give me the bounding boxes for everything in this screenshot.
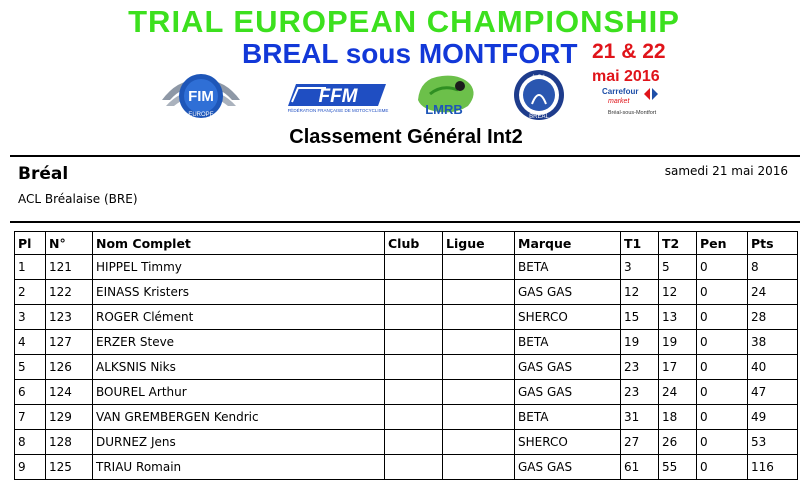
cell-pen: 0 (697, 255, 748, 280)
cell-ligue (443, 330, 515, 355)
cell-club (385, 455, 443, 480)
venue-title: BREAL sous MONTFORT (242, 38, 578, 69)
col-marque: Marque (515, 232, 621, 255)
sponsor-logos (0, 66, 800, 122)
event-month-year: mai 2016 (592, 68, 660, 85)
table-row (15, 305, 798, 330)
cell-t1: 15 (621, 305, 659, 330)
cell-marque: BETA (515, 330, 621, 355)
svg-text:EUROPE: EUROPE (188, 112, 214, 118)
cell-t1: 61 (621, 455, 659, 480)
event-date: samedi 21 mai 2016 (664, 164, 788, 178)
cell-place: 1 (15, 255, 46, 280)
cell-club (385, 305, 443, 330)
cell-name: HIPPEL Timmy (93, 255, 385, 280)
cell-pts: 47 (748, 380, 798, 405)
cell-number: 128 (46, 430, 93, 455)
cell-number: 122 (46, 280, 93, 305)
table-divider (10, 221, 800, 223)
cell-club (385, 330, 443, 355)
cell-number: 124 (46, 380, 93, 405)
cell-t2: 24 (659, 380, 697, 405)
cell-pts: 40 (748, 355, 798, 380)
acl-breal-logo-icon (512, 68, 566, 122)
cell-place: 4 (15, 330, 46, 355)
cell-club (385, 280, 443, 305)
cell-marque: BETA (515, 405, 621, 430)
cell-pts: 24 (748, 280, 798, 305)
cell-name: EINASS Kristers (93, 280, 385, 305)
cell-pts: 38 (748, 330, 798, 355)
col-number: N° (46, 232, 93, 255)
cell-marque: SHERCO (515, 305, 621, 330)
cell-ligue (443, 380, 515, 405)
cell-place: 2 (15, 280, 46, 305)
cell-t2: 17 (659, 355, 697, 380)
cell-place: 9 (15, 455, 46, 480)
cell-club (385, 355, 443, 380)
cell-number: 127 (46, 330, 93, 355)
cell-marque: SHERCO (515, 430, 621, 455)
table-row (15, 455, 798, 480)
cell-pen: 0 (697, 305, 748, 330)
cell-name: VAN GREMBERGEN Kendric (93, 405, 385, 430)
top-divider (10, 155, 800, 157)
table-row (15, 280, 798, 305)
cell-pts: 49 (748, 405, 798, 430)
cell-club (385, 255, 443, 280)
cell-t1: 23 (621, 355, 659, 380)
cell-place: 7 (15, 405, 46, 430)
cell-marque: GAS GAS (515, 280, 621, 305)
table-row (15, 430, 798, 455)
table-row (15, 405, 798, 430)
cell-name: BOUREL Arthur (93, 380, 385, 405)
cell-club (385, 405, 443, 430)
cell-pts: 8 (748, 255, 798, 280)
organizing-club: ACL Bréalaise (BRE) (18, 192, 138, 206)
svg-text:Bréal-sous-Montfort: Bréal-sous-Montfort (607, 110, 657, 116)
cell-name: ROGER Clément (93, 305, 385, 330)
cell-name: DURNEZ Jens (93, 430, 385, 455)
cell-place: 5 (15, 355, 46, 380)
cell-t2: 18 (659, 405, 697, 430)
cell-number: 129 (46, 405, 93, 430)
cell-number: 125 (46, 455, 93, 480)
cell-ligue (443, 280, 515, 305)
cell-name: ERZER Steve (93, 330, 385, 355)
table-row (15, 330, 798, 355)
cell-pen: 0 (697, 280, 748, 305)
svg-text:A.C.L: A.C.L (531, 75, 547, 81)
results-table (14, 231, 798, 480)
cell-club (385, 380, 443, 405)
cell-club (385, 430, 443, 455)
cell-number: 123 (46, 305, 93, 330)
cell-ligue (443, 430, 515, 455)
cell-t2: 5 (659, 255, 697, 280)
cell-ligue (443, 305, 515, 330)
cell-pen: 0 (697, 355, 748, 380)
cell-ligue (443, 255, 515, 280)
cell-ligue (443, 405, 515, 430)
cell-place: 8 (15, 430, 46, 455)
cell-pen: 0 (697, 330, 748, 355)
cell-marque: GAS GAS (515, 455, 621, 480)
cell-place: 6 (15, 380, 46, 405)
col-name: Nom Complet (93, 232, 385, 255)
table-row (15, 255, 798, 280)
svg-text:market: market (608, 98, 630, 105)
document-title: Classement Général Int2 (289, 126, 523, 148)
lmrb-logo-icon (412, 70, 482, 120)
ffm-logo-icon (286, 80, 390, 114)
table-header-row (15, 232, 798, 255)
svg-text:BREAL: BREAL (529, 114, 549, 120)
svg-text:Carrefour: Carrefour (602, 87, 639, 96)
cell-ligue (443, 455, 515, 480)
cell-name: ALKSNIS Niks (93, 355, 385, 380)
cell-t2: 55 (659, 455, 697, 480)
cell-pen: 0 (697, 405, 748, 430)
cell-t1: 27 (621, 430, 659, 455)
col-pen: Pen (697, 232, 748, 255)
cell-pen: 0 (697, 455, 748, 480)
cell-ligue (443, 355, 515, 380)
cell-number: 126 (46, 355, 93, 380)
cell-marque: GAS GAS (515, 355, 621, 380)
cell-marque: BETA (515, 255, 621, 280)
cell-t1: 12 (621, 280, 659, 305)
svg-text:FIM: FIM (188, 88, 214, 105)
event-place: Bréal (18, 164, 69, 184)
event-days: 21 & 22 (592, 40, 666, 63)
cell-place: 3 (15, 305, 46, 330)
cell-pts: 53 (748, 430, 798, 455)
col-t2: T2 (659, 232, 697, 255)
cell-t2: 12 (659, 280, 697, 305)
cell-t1: 23 (621, 380, 659, 405)
cell-t1: 19 (621, 330, 659, 355)
col-ligue: Ligue (443, 232, 515, 255)
cell-number: 121 (46, 255, 93, 280)
championship-title: TRIAL EUROPEAN CHAMPIONSHIP (128, 4, 680, 39)
col-pts: Pts (748, 232, 798, 255)
col-t1: T1 (621, 232, 659, 255)
cell-pts: 116 (748, 455, 798, 480)
svg-text:FFM: FFM (318, 86, 358, 107)
cell-t1: 3 (621, 255, 659, 280)
col-place: Pl (15, 232, 46, 255)
cell-pen: 0 (697, 380, 748, 405)
cell-t1: 31 (621, 405, 659, 430)
cell-t2: 19 (659, 330, 697, 355)
carrefour-market-logo-icon (598, 84, 670, 120)
event-dates (592, 40, 666, 85)
cell-pen: 0 (697, 430, 748, 455)
table-row (15, 380, 798, 405)
svg-text:FÉDÉRATION FRANÇAISE DE MOTOCY: FÉDÉRATION FRANÇAISE DE MOTOCYCLISME (287, 108, 389, 113)
cell-marque: GAS GAS (515, 380, 621, 405)
cell-t2: 26 (659, 430, 697, 455)
cell-t2: 13 (659, 305, 697, 330)
col-club: Club (385, 232, 443, 255)
fim-europe-logo-icon (158, 66, 244, 122)
svg-text:LMRB: LMRB (425, 102, 463, 117)
cell-pts: 28 (748, 305, 798, 330)
table-row (15, 355, 798, 380)
cell-name: TRIAU Romain (93, 455, 385, 480)
